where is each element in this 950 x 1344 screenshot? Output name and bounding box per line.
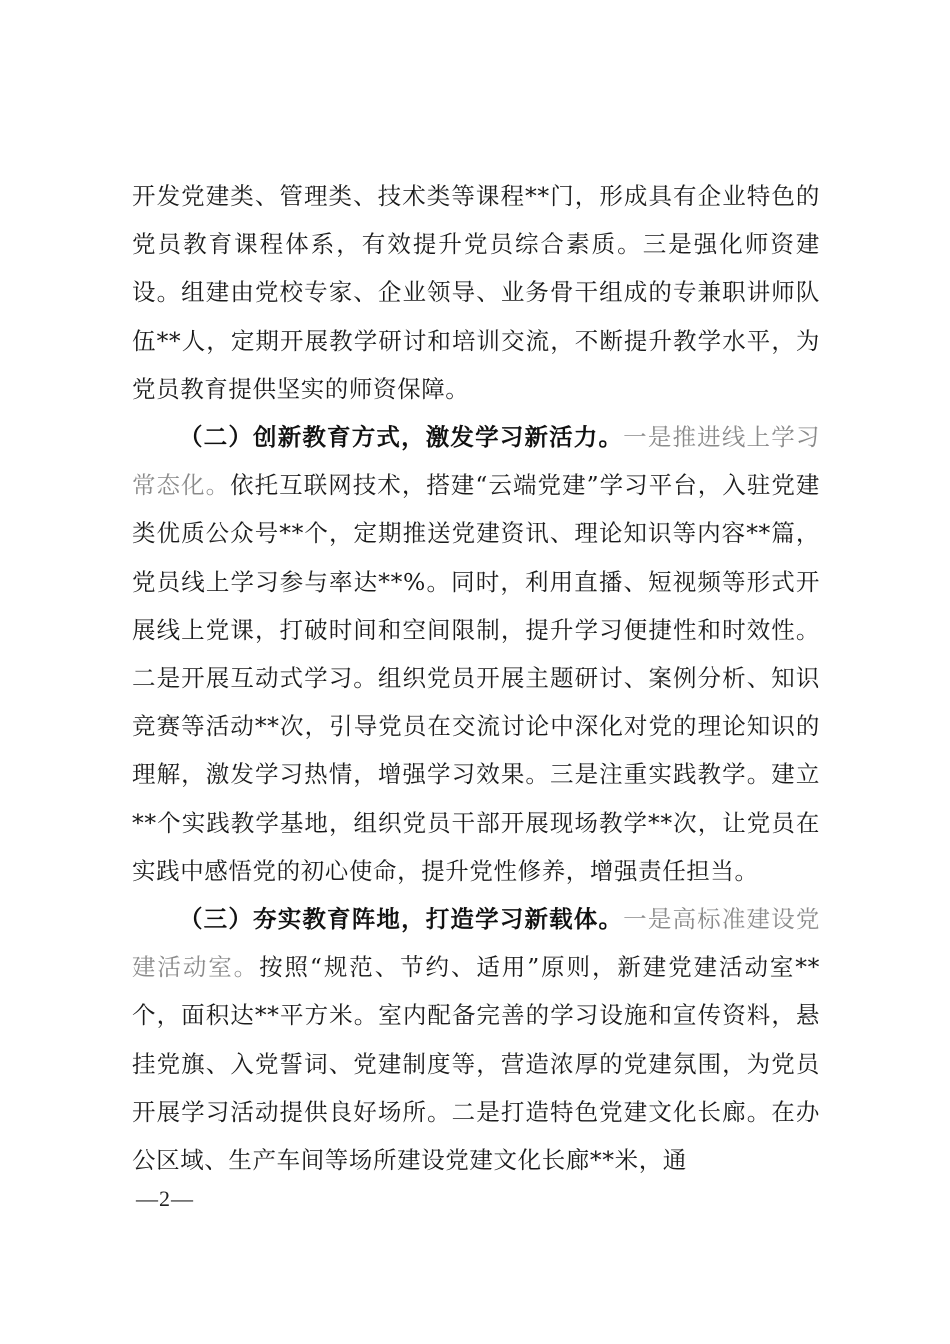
section-heading: （三）夯实教育阵地，打造学习新载体。 — [179, 905, 624, 934]
page-number: —2— — [136, 1186, 194, 1211]
paragraph-continued — [132, 172, 820, 413]
paragraph-text: 开发党建类、管理类、技术类等课程**门，形成具有企业特色的党员教育课程体系，有效提升党员综合素质。三是强化师资建设。组建由党校专家、企业领导、业务骨干组成的专兼职讲师队伍**人，定期开展教学研讨和培训交流，不断提升教学水平，为党员教育提供坚实的师资保障。 — [132, 182, 820, 403]
paragraph-text: 按照“规范、节约、适用”原则，新建党建活动室**个，面积达**平方米。室内配备完善的学习设施和宣传资料，悬挂党旗、入党誓词、党建制度等，营造浓厚的党建氛围，为党员开展学习活动提供良好场所。二是打造特色党建文化长廊。在办公区域、生产车间等场所建设党建文化长廊**米，通 — [132, 953, 820, 1175]
section-heading: （二）创新教育方式，激发学习新活力。 — [179, 423, 624, 452]
paragraph-section-3 — [132, 895, 820, 1184]
body-text — [132, 172, 820, 1184]
paragraph-text: 依托互联网技术，搭建“云端党建”学习平台，入驻党建类优质公众号**个，定期推送党建资讯、理论知识等内容**篇，党员线上学习参与率达**%。同时，利用直播、短视频等形式开展线上党课，打破时间和空间限制，提升学习便捷性和时效性。二是开展互动式学习。组织党员开展主题研讨、案例分析、知识竞赛等活动**次，引导党员在交流讨论中深化对党的理论知识的理解，激发学习热情，增强学习效果。三是注重实践教学。建立**个实践教学基地，组织党员干部开展现场教学**次，让党员在实践中感悟党的初心使命，提升党性修养，增强责任担当。 — [132, 471, 820, 885]
section-lead: 一是推进线上学习常态化。 — [132, 423, 820, 500]
paragraph-section-2 — [132, 413, 820, 895]
section-lead: 一是高标准建设党建活动室。 — [132, 905, 820, 982]
